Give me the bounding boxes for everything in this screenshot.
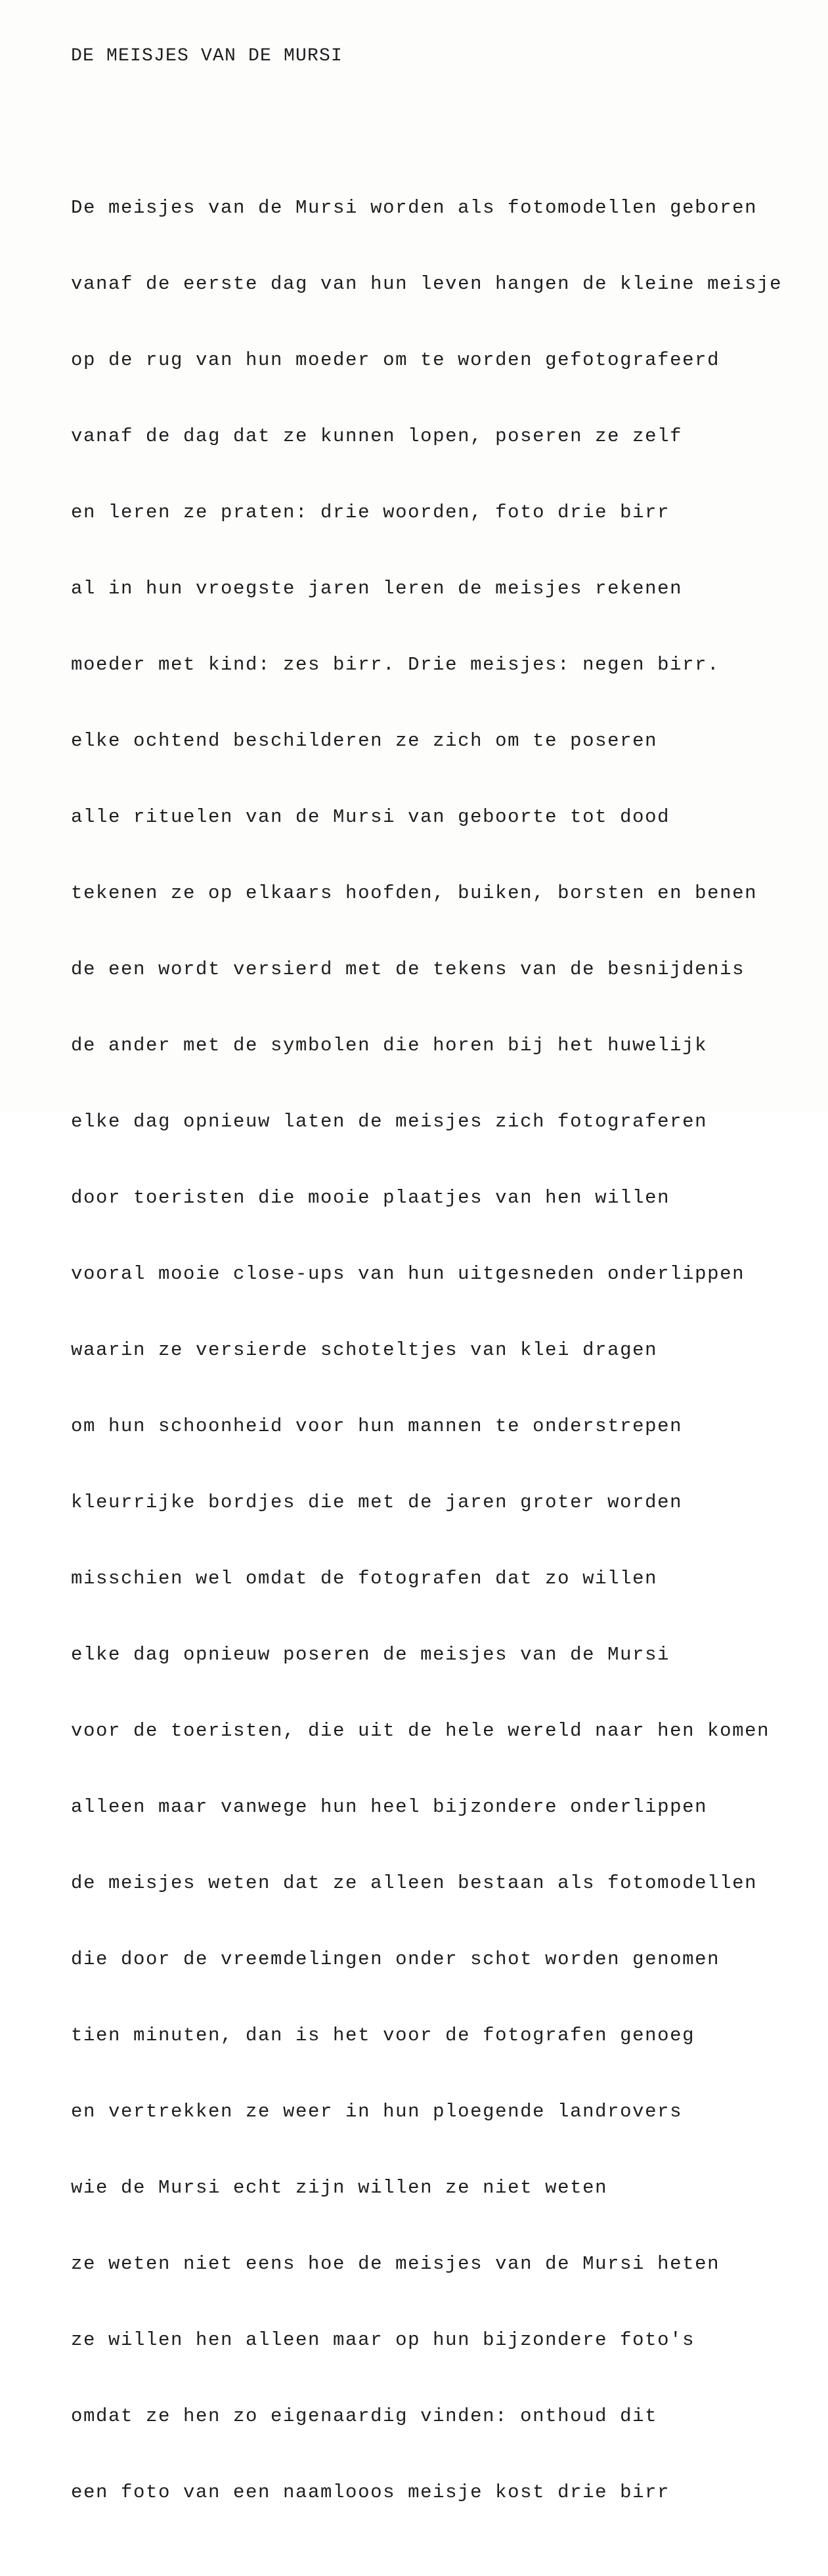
poem-line: de ander met de symbolen die horen bij het huwelijk (71, 1035, 708, 1056)
poem-line: moeder met kind: zes birr. Drie meisjes: negen birr. (71, 654, 720, 676)
poem-line: ze willen hen alleen maar op hun bijzondere foto's (71, 2329, 695, 2351)
poem-line: omdat ze hen zo eigenaardig vinden: onthoud dit (71, 2405, 658, 2427)
poem-line: op de rug van hun moeder om te worden gefotografeerd (71, 349, 720, 371)
poem-line: vanaf de eerste dag van hun leven hangen de kleine meisje (71, 273, 783, 295)
poem-line: misschien wel omdat de fotografen dat zo willen (71, 1568, 658, 1589)
poem-line: de een wordt versierd met de tekens van de besnijdenis (71, 958, 745, 980)
poem-line: vooral mooie close-ups van hun uitgesneden onderlippen (71, 1263, 745, 1285)
poem-title: DE MEISJES VAN DE MURSI (71, 46, 343, 66)
poem-line: ze weten niet eens hoe de meisjes van de Mursi heten (71, 2253, 720, 2275)
poem-line: alle rituelen van de Mursi van geboorte tot dood (71, 806, 670, 828)
poem-line: elke dag opnieuw laten de meisjes zich fotograferen (71, 1111, 708, 1132)
poem-line: die door de vreemdelingen onder schot worden genomen (71, 1948, 720, 1970)
poem-body (71, 148, 828, 2552)
poem-line: om hun schoonheid voor hun mannen te onderstrepen (71, 1415, 683, 1437)
typewritten-document (71, 20, 828, 2576)
poem-line: en leren ze praten: drie woorden, foto drie birr (71, 502, 670, 523)
poem-line: waarin ze versierde schoteltjes van klei dragen (71, 1339, 658, 1361)
poem-line: elke ochtend beschilderen ze zich om te poseren (71, 730, 658, 752)
poem-line: voor de toeristen, die uit de hele wereld naar hen komen (71, 1720, 770, 1742)
poem-line: en vertrekken ze weer in hun ploegende landrovers (71, 2101, 683, 2122)
poem-line: tekenen ze op elkaars hoofden, buiken, borsten en benen (71, 882, 758, 904)
poem-line: wie de Mursi echt zijn willen ze niet weten (71, 2177, 608, 2199)
poem-line: door toeristen die mooie plaatjes van hen willen (71, 1187, 670, 1209)
poem-line: De meisjes van de Mursi worden als fotomodellen geboren (71, 197, 758, 219)
poem-line: elke dag opnieuw poseren de meisjes van de Mursi (71, 1644, 670, 1665)
poem-line: alleen maar vanwege hun heel bijzondere onderlippen (71, 1796, 708, 1818)
poem-line: al in hun vroegste jaren leren de meisjes rekenen (71, 578, 683, 599)
poem-line: een foto van een naamlooos meisje kost drie birr (71, 2481, 670, 2503)
poem-line: kleurrijke bordjes die met de jaren groter worden (71, 1492, 683, 1513)
poem-line: de meisjes weten dat ze alleen bestaan als fotomodellen (71, 1872, 758, 1894)
poem-line: vanaf de dag dat ze kunnen lopen, poseren ze zelf (71, 425, 683, 447)
poem-line: tien minuten, dan is het voor de fotografen genoeg (71, 2025, 695, 2046)
